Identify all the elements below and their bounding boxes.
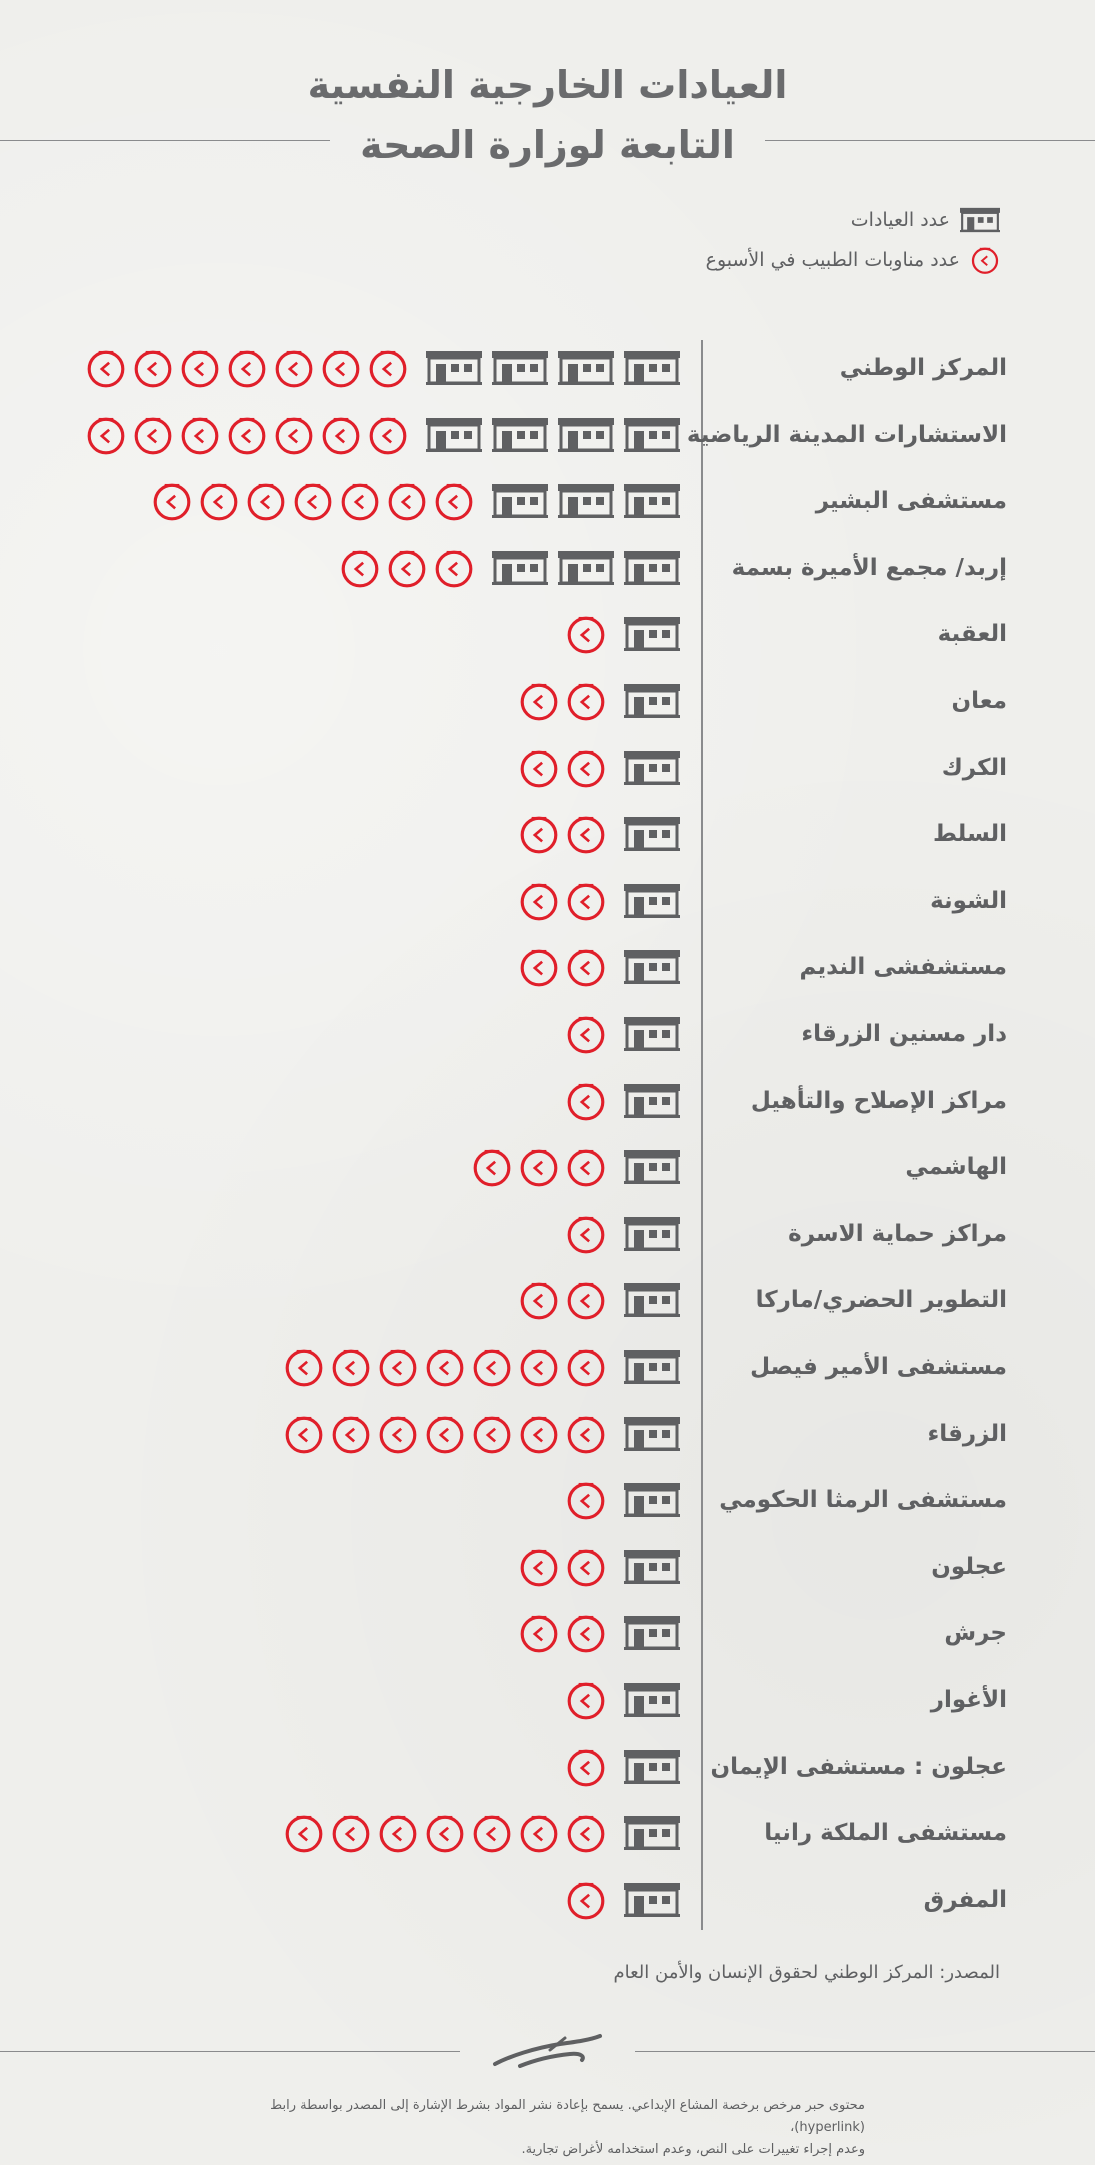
clinic-building-icon: [624, 1483, 680, 1521]
clinic-building-icon: [624, 1150, 680, 1188]
clock-shift-icon: [565, 747, 607, 793]
clinic-building-icon: [426, 418, 482, 456]
row-label: التطوير الحضري/ماركا: [755, 1287, 1007, 1314]
clock-shift-icon: [471, 1146, 513, 1192]
clock-shift-icon: [320, 347, 362, 393]
clock-shift-icon: [85, 347, 127, 393]
clinic-building-icon: [624, 1217, 680, 1255]
clock-shift-icon: [565, 1279, 607, 1325]
publisher-logo: [490, 2026, 605, 2076]
row-label: مراكز الإصلاح والتأهيل: [750, 1087, 1007, 1114]
clinic-building-icon: [624, 418, 680, 456]
row-label: الشونة: [930, 887, 1007, 914]
row-label: الهاشمي: [905, 1154, 1007, 1181]
clinic-building-icon: [492, 418, 548, 456]
clock-shift-icon: [226, 347, 268, 393]
clock-shift-icon: [330, 1346, 372, 1392]
clock-shift-icon: [565, 1879, 607, 1925]
clinic-building-icon: [624, 1283, 680, 1321]
clock-shift-icon: [518, 747, 560, 793]
clock-shift-icon: [518, 946, 560, 992]
clock-shift-icon: [518, 1612, 560, 1658]
clock-shift-icon: [471, 1413, 513, 1459]
row-label: مستشفشى النديم: [799, 954, 1007, 981]
clock-shift-icon: [283, 1346, 325, 1392]
clock-shift-icon: [565, 1213, 607, 1259]
page-title-line-1: العيادات الخارجية النفسية: [307, 63, 788, 107]
clock-shift-icon: [518, 880, 560, 926]
clock-shift-icon: [565, 680, 607, 726]
row-label: مستشفى البشير: [815, 488, 1007, 515]
clock-shift-icon: [320, 414, 362, 460]
clock-shift-icon: [179, 414, 221, 460]
clock-shift-icon: [377, 1812, 419, 1858]
clock-shift-icon: [386, 547, 428, 593]
clinic-building-icon: [624, 1750, 680, 1788]
clinic-building-icon: [624, 950, 680, 988]
clinic-building-icon: [492, 551, 548, 589]
row-label: معان: [951, 688, 1007, 714]
row-label: الأغوار: [930, 1687, 1007, 1713]
clock-shift-icon: [330, 1413, 372, 1459]
clock-shift-icon: [565, 1612, 607, 1658]
clock-shift-icon: [132, 414, 174, 460]
clock-shift-icon: [565, 1812, 607, 1858]
row-label: مستشفى الملكة رانيا: [764, 1820, 1007, 1847]
clock-shift-icon: [518, 1146, 560, 1192]
clock-shift-icon: [471, 1346, 513, 1392]
clock-shift-icon: [226, 414, 268, 460]
row-label: المفرق: [923, 1886, 1007, 1913]
clock-shift-icon: [565, 813, 607, 859]
clock-shift-icon: [85, 414, 127, 460]
clock-shift-icon: [386, 480, 428, 526]
clock-shift-icon: [179, 347, 221, 393]
clinic-building-icon: [624, 884, 680, 922]
clock-shift-icon: [292, 480, 334, 526]
row-label: إربد/ مجمع الأميرة بسمة: [731, 554, 1007, 581]
clock-shift-icon: [565, 1679, 607, 1725]
license-line-1: محتوى حبر مرخص برخصة المشاع الإبداعي. يسمح بإعادة نشر المواد بشرط الإشارة إلى المصدر بواسطة رابط (hyperlink)،: [270, 2098, 865, 2135]
row-label: العقبة: [937, 621, 1007, 648]
row-label: المركز الوطني: [839, 355, 1007, 381]
clock-shift-icon: [433, 547, 475, 593]
row-label: جرش: [944, 1620, 1007, 1647]
clock-shift-icon: [565, 1546, 607, 1592]
clock-shift-icon: [330, 1812, 372, 1858]
clock-shift-icon: [565, 1479, 607, 1525]
clock-shift-icon: [518, 680, 560, 726]
license-note: [225, 2095, 865, 2161]
clinic-building-icon: [624, 1616, 680, 1654]
clock-shift-icon: [424, 1812, 466, 1858]
clock-shift-icon: [565, 1080, 607, 1126]
clinic-building-icon: [492, 484, 548, 522]
row-label: عجلون : مستشفى الإيمان: [710, 1753, 1007, 1780]
clock-shift-icon: [433, 480, 475, 526]
clock-shift-icon: [424, 1413, 466, 1459]
clinic-building-icon: [558, 484, 614, 522]
clinic-building-icon: [558, 351, 614, 389]
clock-shift-icon: [424, 1346, 466, 1392]
row-label: الكرك: [941, 754, 1007, 781]
row-label: مراكز حماية الاسرة: [788, 1220, 1007, 1247]
clock-shift-icon: [283, 1812, 325, 1858]
clock-shift-icon: [151, 480, 193, 526]
clock-shift-icon: [273, 347, 315, 393]
clock-shift-icon: [273, 414, 315, 460]
row-label: السلط: [933, 821, 1007, 848]
clock-shift-icon: [377, 1346, 419, 1392]
clock-shift-icon: [565, 1146, 607, 1192]
row-label: عجلون: [931, 1553, 1007, 1580]
clinic-building-icon: [624, 817, 680, 855]
source-note: المصدر: المركز الوطني لحقوق الإنسان والأمن العام: [613, 1962, 1000, 1983]
clock-shift-icon: [565, 880, 607, 926]
clock-shift-icon: [565, 1413, 607, 1459]
clinic-building-icon: [426, 351, 482, 389]
clock-shift-icon: [367, 414, 409, 460]
clock-shift-icon: [518, 1413, 560, 1459]
clock-shift-icon: [367, 347, 409, 393]
clinic-building-icon: [624, 1084, 680, 1122]
clock-shift-icon: [132, 347, 174, 393]
clinic-building-icon: [624, 1550, 680, 1588]
clock-shift-icon: [377, 1413, 419, 1459]
clinic-building-icon: [624, 617, 680, 655]
clock-shift-icon: [283, 1413, 325, 1459]
clinic-building-icon: [624, 1883, 680, 1921]
clinic-building-icon: [624, 751, 680, 789]
clock-shift-icon: [518, 1812, 560, 1858]
clock-shift-icon: [518, 1546, 560, 1592]
row-label: الزرقاء: [927, 1420, 1007, 1447]
clock-shift-icon: [518, 1279, 560, 1325]
clock-shift-icon: [518, 1346, 560, 1392]
clock-shift-icon: [198, 480, 240, 526]
clinic-building-icon: [558, 418, 614, 456]
legend-label-shifts: عدد مناوبات الطبيب في الأسبوع: [705, 249, 960, 271]
page-title-line-2: التابعة لوزارة الصحة: [360, 123, 735, 167]
clock-shift-icon: [339, 480, 381, 526]
clinic-building-icon: [624, 1816, 680, 1854]
clock-shift-icon: [565, 1013, 607, 1059]
clock-shift-icon: [565, 1346, 607, 1392]
footer-rule-right: [635, 2051, 1095, 2052]
clinic-building-icon: [624, 551, 680, 589]
clinic-building-icon: [558, 551, 614, 589]
row-label: الاستشارات المدينة الرياضية: [686, 421, 1007, 448]
clinic-building-icon: [624, 1417, 680, 1455]
clinic-building-icon: [624, 1350, 680, 1388]
clock-shift-icon: [339, 547, 381, 593]
clock-shift-icon: [471, 1812, 513, 1858]
row-label: مستشفى الرمثا الحكومي: [719, 1487, 1007, 1514]
clock-shift-icon: [518, 813, 560, 859]
clock-shift-icon: [565, 1746, 607, 1792]
clinic-building-icon: [624, 1017, 680, 1055]
clock-shift-icon: [565, 613, 607, 659]
clock-shift-icon: [245, 480, 287, 526]
clinic-building-icon: [624, 684, 680, 722]
clinic-building-icon: [492, 351, 548, 389]
clinic-building-icon: [624, 484, 680, 522]
license-line-2: وعدم إجراء تغييرات على النص، وعدم استخدامه لأغراض تجارية.: [521, 2142, 865, 2157]
footer-rule-left: [0, 2051, 460, 2052]
clinic-building-icon: [624, 1683, 680, 1721]
row-label: دار مسنين الزرقاء: [801, 1021, 1007, 1047]
row-label: مستشفى الأمير فيصل: [750, 1354, 1007, 1380]
legend-label-clinics: عدد العيادات: [850, 209, 950, 231]
clock-shift-icon: [565, 946, 607, 992]
clinic-building-icon: [624, 351, 680, 389]
